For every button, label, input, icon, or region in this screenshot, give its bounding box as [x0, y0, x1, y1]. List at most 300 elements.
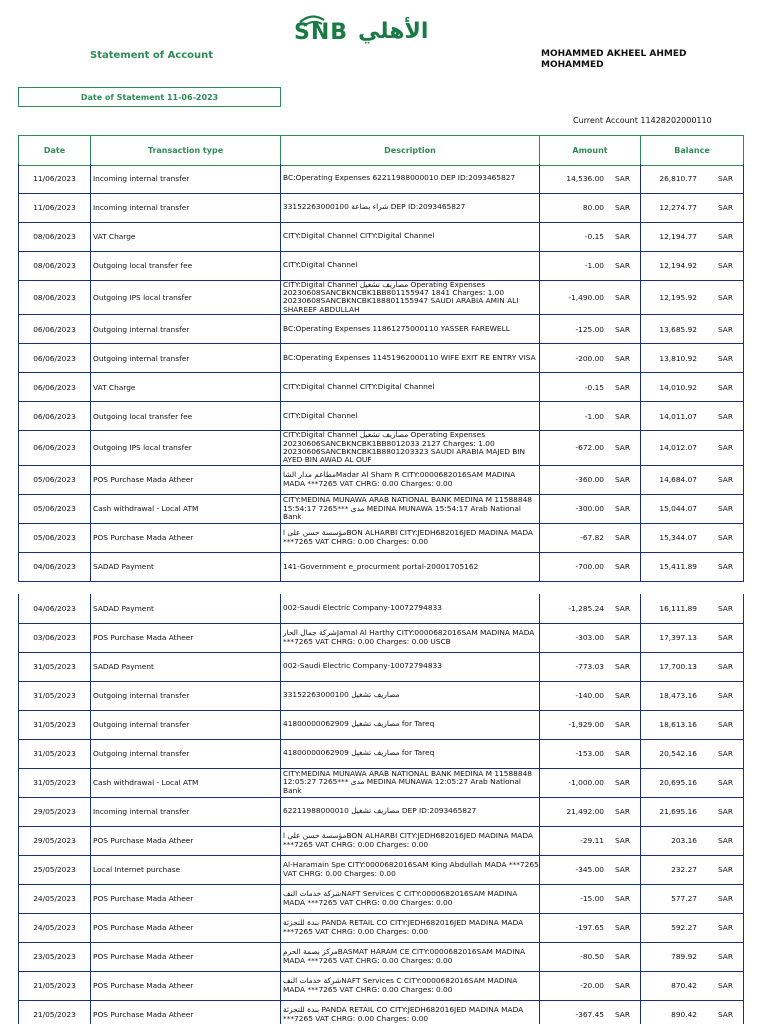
cell-description: BC:Operating Expenses 11451962000110 WIFE EXIT RE ENTRY VISA [281, 344, 540, 373]
cell-balance [641, 855, 744, 884]
balance-currency: SAR [717, 292, 733, 302]
cell-amount [540, 373, 641, 402]
cell-description: CITY:Digital Channel CITY:Digital Channel [281, 373, 540, 402]
cell-amount [540, 164, 641, 193]
cell-transaction-type: Outgoing internal transfer [91, 681, 281, 710]
cell-date: 06/06/2023 [19, 402, 91, 431]
cell-date: 04/06/2023 [19, 552, 91, 581]
cell-balance [641, 494, 744, 523]
cell-balance [641, 193, 744, 222]
cell-amount [540, 193, 641, 222]
amount-value: 80.00 [582, 203, 604, 212]
balance-currency: SAR [717, 353, 733, 363]
table-row [19, 431, 744, 466]
cell-balance [641, 884, 744, 913]
amount-value: -1,000.00 [568, 778, 604, 787]
cell-amount [540, 1000, 641, 1024]
cell-balance [641, 913, 744, 942]
cell-balance [641, 652, 744, 681]
cell-balance [641, 251, 744, 280]
balance-currency: SAR [717, 981, 733, 990]
cell-balance [641, 623, 744, 652]
amount-currency: SAR [614, 475, 630, 485]
cell-transaction-type: Incoming internal transfer [91, 164, 281, 193]
cell-date: 03/06/2023 [19, 623, 91, 652]
cell-date: 08/06/2023 [19, 222, 91, 251]
amount-value: -0.15 [584, 382, 604, 392]
cell-amount [540, 710, 641, 739]
amount-currency: SAR [614, 923, 630, 932]
cell-balance [641, 797, 744, 826]
balance-value: 203.16 [671, 836, 697, 845]
cell-transaction-type: SADAD Payment [91, 652, 281, 681]
table-row [19, 315, 744, 344]
cell-description: BC:Operating Expenses 11861275000110 YASSER FAREWELL [281, 315, 540, 344]
cell-description: 002-Saudi Electric Company-10072794833 [281, 594, 540, 623]
cell-date: 06/06/2023 [19, 344, 91, 373]
cell-transaction-type: Outgoing local transfer fee [91, 251, 281, 280]
table-row [19, 594, 744, 623]
logo-text-ar: الأهلي [358, 18, 429, 44]
balance-currency: SAR [717, 662, 733, 671]
amount-currency: SAR [614, 292, 630, 302]
cell-amount [540, 280, 641, 315]
balance-currency: SAR [717, 504, 733, 514]
cell-transaction-type: POS Purchase Mada Atheer [91, 623, 281, 652]
cell-transaction-type: Outgoing internal transfer [91, 315, 281, 344]
cell-description: Al-Haramain Spe CITY:0000682016SAM King Abdullah MADA ***7265 VAT CHRG: 0.00 Charges: 0.00 [281, 855, 540, 884]
table-row [19, 402, 744, 431]
table-row [19, 681, 744, 710]
cell-amount [540, 681, 641, 710]
balance-currency: SAR [717, 324, 733, 334]
column-header-description: Description [281, 136, 540, 166]
table-row [19, 739, 744, 768]
amount-value: -67.82 [580, 533, 604, 543]
amount-currency: SAR [614, 232, 630, 241]
amount-value: -197.65 [575, 923, 604, 932]
amount-currency: SAR [614, 353, 630, 363]
cell-amount [540, 552, 641, 581]
table-row [19, 623, 744, 652]
cell-balance [641, 826, 744, 855]
cell-date: 25/05/2023 [19, 855, 91, 884]
amount-currency: SAR [614, 533, 630, 543]
snb-logo-icon [292, 14, 334, 44]
cell-balance [641, 373, 744, 402]
column-header-type: Transaction type [91, 136, 281, 166]
table-row [19, 251, 744, 280]
cell-description: 33152263000100 مصاريف تشغيل [281, 681, 540, 710]
table-row [19, 942, 744, 971]
balance-value: 26,810.77 [659, 173, 697, 183]
balance-currency: SAR [717, 720, 733, 729]
amount-currency: SAR [614, 1010, 630, 1019]
cell-description: CITY:Digital Channel مصاريف تشغيل Operating Expenses 20230606SANCBKNCBK1BB8012033 2127 Charges: 1.00 20230606SANCBKNCBK1B8801203323 SAUDI ARABIA MAJED BIN AYED BIN AWAD AL OUF [281, 431, 540, 466]
amount-value: -773.03 [575, 662, 604, 671]
cell-description: بندة للتجزئة PANDA RETAIL CO CITY:JEDH682016JED MADINA MADA ***7265 VAT CHRG: 0.00 Charges: 0.00 [281, 913, 540, 942]
cell-amount [540, 315, 641, 344]
cell-transaction-type: Incoming internal transfer [91, 193, 281, 222]
amount-value: -300.00 [575, 504, 604, 514]
balance-currency: SAR [717, 836, 733, 845]
table-row [19, 552, 744, 581]
column-header-amount: Amount [540, 136, 641, 166]
cell-transaction-type: POS Purchase Mada Atheer [91, 523, 281, 552]
balance-value: 14,011.07 [659, 411, 697, 421]
cell-date: 23/05/2023 [19, 942, 91, 971]
cell-amount [540, 739, 641, 768]
balance-currency: SAR [717, 475, 733, 485]
cell-amount [540, 623, 641, 652]
cell-date: 24/05/2023 [19, 884, 91, 913]
cell-date: 29/05/2023 [19, 797, 91, 826]
cell-amount [540, 465, 641, 494]
column-header-date: Date [19, 136, 91, 166]
balance-currency: SAR [717, 865, 733, 874]
balance-value: 15,344.07 [659, 533, 697, 543]
cell-date: 06/06/2023 [19, 431, 91, 466]
cell-amount [540, 402, 641, 431]
table-row [19, 768, 744, 797]
cell-description: CITY:Digital Channel CITY:Digital Channel [281, 222, 540, 251]
table-row [19, 523, 744, 552]
table-row [19, 913, 744, 942]
cell-balance [641, 431, 744, 466]
amount-value: -1,285.24 [568, 603, 604, 613]
cell-balance [641, 315, 744, 344]
balance-currency: SAR [717, 443, 733, 453]
balance-value: 17,397.13 [659, 633, 697, 642]
cell-amount [540, 797, 641, 826]
cell-transaction-type: POS Purchase Mada Atheer [91, 826, 281, 855]
cell-date: 31/05/2023 [19, 681, 91, 710]
balance-value: 232.27 [671, 865, 697, 874]
cell-description: 62211988000010 مصاريف تشغيل DEP ID:2093465827 [281, 797, 540, 826]
cell-date: 11/06/2023 [19, 164, 91, 193]
table-row [19, 855, 744, 884]
balance-currency: SAR [717, 411, 733, 421]
balance-value: 870.42 [671, 981, 697, 990]
cell-amount [540, 768, 641, 797]
balance-value: 18,473.16 [659, 691, 697, 700]
cell-description: CITY:MEDINA MUNAWA ARAB NATIONAL BANK MEDINA M 11588848 12:05:27 7265*** مدى MEDINA MUNAWA 12:05:27 Arab National Bank [281, 768, 540, 797]
amount-value: -1,929.00 [568, 720, 604, 729]
cell-amount [540, 884, 641, 913]
cell-description: بندة للتجزئة PANDA RETAIL CO CITY:JEDH682016JED MADINA MADA ***7265 VAT CHRG: 0.00 Charges: 0.00 [281, 1000, 540, 1024]
cell-transaction-type: Outgoing local transfer fee [91, 402, 281, 431]
amount-value: -367.45 [575, 1010, 604, 1019]
cell-balance [641, 681, 744, 710]
amount-currency: SAR [614, 324, 630, 334]
amount-value: -672.00 [575, 443, 604, 453]
cell-description: شركة خدمات النفNAFT Services C CITY:0000682016SAM MADINA MADA ***7265 VAT CHRG: 0.00 Charges: 0.00 [281, 884, 540, 913]
cell-transaction-type: POS Purchase Mada Atheer [91, 465, 281, 494]
cell-balance [641, 280, 744, 315]
cell-date: 08/06/2023 [19, 280, 91, 315]
cell-amount [540, 855, 641, 884]
balance-value: 13,810.92 [659, 353, 697, 363]
cell-transaction-type: Incoming internal transfer [91, 797, 281, 826]
balance-currency: SAR [717, 382, 733, 392]
cell-balance [641, 552, 744, 581]
cell-balance [641, 710, 744, 739]
cell-amount [540, 942, 641, 971]
table-row [19, 652, 744, 681]
balance-value: 14,012.07 [659, 443, 697, 453]
amount-currency: SAR [614, 633, 630, 642]
table-header [18, 135, 744, 166]
cell-date: 21/05/2023 [19, 971, 91, 1000]
transactions-table-page-1 [18, 164, 744, 582]
cell-transaction-type: Local Internet purchase [91, 855, 281, 884]
cell-description: 002-Saudi Electric Company-10072794833 [281, 652, 540, 681]
balance-value: 577.27 [671, 894, 697, 903]
cell-description: CITY:MEDINA MUNAWA ARAB NATIONAL BANK MEDINA M 11588848 15:54:17 7265*** مدى MEDINA MUNAWA 15:54:17 Arab National Bank [281, 494, 540, 523]
cell-balance [641, 344, 744, 373]
balance-currency: SAR [717, 533, 733, 543]
cell-description: شركة جمال الحارJamal Al Harthy CITY:0000682016SAM MADINA MADA ***7265 VAT CHRG: 0.00 Charges: 0.00 USCB [281, 623, 540, 652]
table-row [19, 280, 744, 315]
cell-balance [641, 739, 744, 768]
cell-amount [540, 494, 641, 523]
amount-value: -303.00 [575, 633, 604, 642]
cell-balance [641, 164, 744, 193]
balance-value: 15,411.89 [659, 562, 697, 572]
cell-balance [641, 523, 744, 552]
cell-transaction-type: VAT Charge [91, 373, 281, 402]
cell-amount [540, 344, 641, 373]
amount-currency: SAR [614, 691, 630, 700]
balance-currency: SAR [717, 749, 733, 758]
cell-date: 29/05/2023 [19, 826, 91, 855]
statement-date-box [18, 87, 281, 107]
amount-currency: SAR [614, 836, 630, 845]
cell-transaction-type: VAT Charge [91, 222, 281, 251]
cell-date: 31/05/2023 [19, 652, 91, 681]
cell-date: 31/05/2023 [19, 768, 91, 797]
statement-title: Statement of Account [90, 50, 214, 61]
amount-currency: SAR [614, 894, 630, 903]
cell-transaction-type: Outgoing internal transfer [91, 739, 281, 768]
balance-value: 21,695.16 [659, 807, 697, 816]
balance-currency: SAR [717, 923, 733, 932]
table-row [19, 884, 744, 913]
amount-currency: SAR [614, 411, 630, 421]
cell-transaction-type: Outgoing internal transfer [91, 710, 281, 739]
table-row [19, 465, 744, 494]
cell-description: BC:Operating Expenses 62211988000010 DEP ID:2093465827 [281, 164, 540, 193]
cell-date: 06/06/2023 [19, 373, 91, 402]
cell-balance [641, 971, 744, 1000]
cell-transaction-type: POS Purchase Mada Atheer [91, 971, 281, 1000]
amount-currency: SAR [614, 952, 630, 961]
amount-value: -15.00 [580, 894, 604, 903]
balance-value: 16,111.89 [659, 603, 697, 613]
amount-value: 21,492.00 [566, 807, 604, 816]
balance-currency: SAR [717, 261, 733, 270]
cell-date: 04/06/2023 [19, 594, 91, 623]
balance-value: 14,684.07 [659, 475, 697, 485]
cell-transaction-type: Outgoing IPS local transfer [91, 280, 281, 315]
balance-value: 789.92 [671, 952, 697, 961]
cell-transaction-type: SADAD Payment [91, 552, 281, 581]
cell-balance [641, 942, 744, 971]
amount-currency: SAR [614, 173, 630, 183]
table-row [19, 797, 744, 826]
balance-value: 12,274.77 [659, 203, 697, 212]
balance-value: 18,613.16 [659, 720, 697, 729]
cell-balance [641, 594, 744, 623]
cell-description: CITY:Digital Channel مصاريف تشغيل Operating Expenses 20230608SANCBKNCBK1BB801155947 1841 Charges: 1.00 20230608SANCBKNCBK188801155947 SAUDI ARABIA AMIN ALI SHAREEF ABDULLAH [281, 280, 540, 315]
balance-value: 12,195.92 [659, 292, 697, 302]
amount-currency: SAR [614, 203, 630, 212]
cell-amount [540, 523, 641, 552]
amount-value: -153.00 [575, 749, 604, 758]
table-row [19, 494, 744, 523]
column-header-balance: Balance [641, 136, 744, 166]
amount-value: -360.00 [575, 475, 604, 485]
amount-currency: SAR [614, 261, 630, 270]
table-row [19, 164, 744, 193]
cell-description: مؤسسة حسن على اBON ALHARBI CITY:JEDH682016JED MADINA MADA ***7265 VAT CHRG: 0.00 Charges: 0.00 [281, 826, 540, 855]
amount-currency: SAR [614, 778, 630, 787]
statement-date: Date of Statement 11-06-2023 [80, 92, 219, 102]
balance-currency: SAR [717, 691, 733, 700]
cell-date: 05/06/2023 [19, 523, 91, 552]
amount-currency: SAR [614, 720, 630, 729]
balance-currency: SAR [717, 778, 733, 787]
cell-description: 41800000062909 مصاريف تشغيل for Tareq [281, 739, 540, 768]
cell-amount [540, 971, 641, 1000]
amount-value: -1.00 [584, 261, 604, 270]
cell-transaction-type: Cash withdrawal - Local ATM [91, 768, 281, 797]
cell-description: مؤسسة حسن على اBON ALHARBI CITY:JEDH682016JED MADINA MADA ***7265 VAT CHRG: 0.00 Charges: 0.00 [281, 523, 540, 552]
cell-transaction-type: POS Purchase Mada Atheer [91, 884, 281, 913]
balance-currency: SAR [717, 1010, 733, 1019]
cell-description: مطاعم مدار الشاMadar Al Sham R CITY:0000682016SAM MADINA MADA ***7265 VAT CHRG: 0.00 Charges: 0.00 [281, 465, 540, 494]
table-row [19, 193, 744, 222]
balance-value: 14,010.92 [659, 382, 697, 392]
balance-value: 20,542.16 [659, 749, 697, 758]
cell-transaction-type: Outgoing IPS local transfer [91, 431, 281, 466]
cell-transaction-type: POS Purchase Mada Atheer [91, 913, 281, 942]
cell-amount [540, 431, 641, 466]
snb-logo [292, 12, 428, 46]
amount-value: -0.15 [584, 232, 604, 241]
balance-currency: SAR [717, 232, 733, 241]
amount-value: -20.00 [580, 981, 604, 990]
table-row [19, 1000, 744, 1024]
balance-currency: SAR [717, 603, 733, 613]
table-row [19, 971, 744, 1000]
cell-balance [641, 1000, 744, 1024]
cell-date: 05/06/2023 [19, 494, 91, 523]
cell-amount [540, 222, 641, 251]
cell-transaction-type: POS Purchase Mada Atheer [91, 1000, 281, 1024]
cell-amount [540, 594, 641, 623]
table-row [19, 710, 744, 739]
cell-description: شركة خدمات النفNAFT Services C CITY:0000682016SAM MADINA MADA ***7265 VAT CHRG: 0.00 Charges: 0.00 [281, 971, 540, 1000]
cell-date: 05/06/2023 [19, 465, 91, 494]
balance-value: 890.42 [671, 1010, 697, 1019]
amount-value: -125.00 [575, 324, 604, 334]
cell-date: 21/05/2023 [19, 1000, 91, 1024]
cell-transaction-type: POS Purchase Mada Atheer [91, 942, 281, 971]
cell-balance [641, 402, 744, 431]
balance-value: 12,194.77 [659, 232, 697, 241]
cell-balance [641, 768, 744, 797]
cell-date: 31/05/2023 [19, 739, 91, 768]
amount-currency: SAR [614, 562, 630, 572]
balance-value: 17,700.13 [659, 662, 697, 671]
customer-name: MOHAMMED AKHEEL AHMED MOHAMMED [541, 49, 687, 70]
balance-value: 12,194.92 [659, 261, 697, 270]
cell-amount [540, 913, 641, 942]
balance-value: 592.27 [671, 923, 697, 932]
amount-value: -1.00 [584, 411, 604, 421]
amount-value: 14,536.00 [566, 173, 604, 183]
table-row [19, 222, 744, 251]
amount-value: -1,490.00 [568, 292, 604, 302]
cell-date: 24/05/2023 [19, 913, 91, 942]
amount-value: -80.50 [580, 952, 604, 961]
cell-description: CITY:Digital Channel [281, 402, 540, 431]
cell-date: 06/06/2023 [19, 315, 91, 344]
balance-currency: SAR [717, 894, 733, 903]
transactions-table-page-2 [18, 594, 744, 1024]
cell-amount [540, 652, 641, 681]
amount-value: -140.00 [575, 691, 604, 700]
balance-currency: SAR [717, 807, 733, 816]
amount-value: -200.00 [575, 353, 604, 363]
cell-description: 33152263000100 شراء بضاعة DEP ID:2093465827 [281, 193, 540, 222]
amount-currency: SAR [614, 807, 630, 816]
balance-currency: SAR [717, 562, 733, 572]
cell-amount [540, 251, 641, 280]
amount-value: -29.11 [580, 836, 604, 845]
cell-balance [641, 465, 744, 494]
cell-amount [540, 826, 641, 855]
cell-description: CITY:Digital Channel [281, 251, 540, 280]
cell-transaction-type: Outgoing internal transfer [91, 344, 281, 373]
cell-transaction-type: SADAD Payment [91, 594, 281, 623]
cell-date: 31/05/2023 [19, 710, 91, 739]
cell-transaction-type: Cash withdrawal - Local ATM [91, 494, 281, 523]
table-row [19, 373, 744, 402]
table-row [19, 826, 744, 855]
cell-balance [641, 222, 744, 251]
balance-currency: SAR [717, 173, 733, 183]
cell-description: 141-Government e_procurment portal-20001705162 [281, 552, 540, 581]
balance-value: 13,685.92 [659, 324, 697, 334]
balance-currency: SAR [717, 203, 733, 212]
amount-value: -700.00 [575, 562, 604, 572]
logo-text-en: SNB [294, 19, 349, 45]
amount-currency: SAR [614, 662, 630, 671]
amount-currency: SAR [614, 603, 630, 613]
amount-currency: SAR [614, 504, 630, 514]
amount-value: -345.00 [575, 865, 604, 874]
cell-description: 41800000062909 مصاريف تشغيل for Tareq [281, 710, 540, 739]
amount-currency: SAR [614, 382, 630, 392]
amount-currency: SAR [614, 443, 630, 453]
amount-currency: SAR [614, 981, 630, 990]
amount-currency: SAR [614, 865, 630, 874]
cell-description: مركز بصمة الحرمBASMAT HARAM CE CITY:0000682016SAM MADINA MADA ***7265 VAT CHRG: 0.00 Charges: 0.00 [281, 942, 540, 971]
cell-date: 08/06/2023 [19, 251, 91, 280]
balance-value: 15,044.07 [659, 504, 697, 514]
